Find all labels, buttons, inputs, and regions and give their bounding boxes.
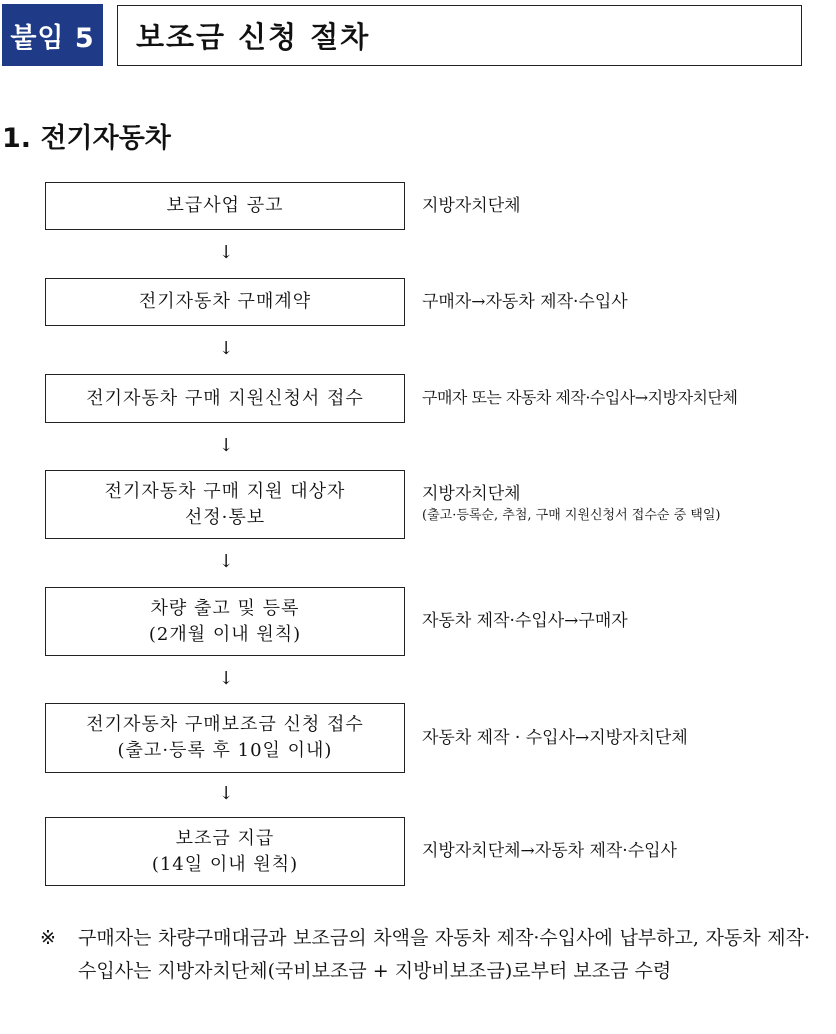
flow-arrow-6: ↓ bbox=[218, 783, 234, 804]
step-box-6 bbox=[45, 703, 405, 773]
step-5-line-1: 차량 출고 및 등록 bbox=[150, 597, 300, 619]
step-4-line-2: 선정·통보 bbox=[184, 506, 266, 528]
step-6-actor-text: 자동차 제작 · 수입사→지방자치단체 bbox=[422, 728, 688, 748]
step-5-actor bbox=[422, 609, 628, 633]
step-6-actor bbox=[422, 726, 688, 750]
step-2-line-1: 전기자동차 구매계약 bbox=[138, 291, 312, 312]
step-7-actor-text: 지방자치단체→자동차 제작·수입사 bbox=[422, 841, 677, 861]
step-4-actor-note: (출고·등록순, 추첨, 구매 지원신청서 접수순 중 택일) bbox=[422, 508, 721, 523]
step-3-line-1: 전기자동차 구매 지원신청서 접수 bbox=[86, 387, 364, 409]
step-2-actor-text: 구매자→자동차 제작·수입사 bbox=[422, 292, 628, 312]
step-6-line-2: (출고·등록 후 10일 이내) bbox=[117, 740, 333, 761]
step-1-actor bbox=[422, 194, 521, 218]
step-5-line-2: (2개월 이내 원칙) bbox=[148, 623, 302, 645]
step-4-line-1: 전기자동차 구매 지원 대상자 bbox=[104, 480, 346, 502]
step-4-actor bbox=[422, 482, 721, 526]
step-6-line-1: 전기자동차 구매보조금 신청 접수 bbox=[86, 714, 364, 735]
page-title: 보조금 신청 절차 bbox=[117, 5, 802, 66]
appendix-badge: 붙임 5 bbox=[2, 4, 103, 66]
step-3-actor bbox=[422, 386, 737, 410]
step-box-7 bbox=[45, 817, 405, 886]
footnote bbox=[40, 922, 810, 988]
flow-arrow-1: ↓ bbox=[218, 242, 234, 263]
step-box-2 bbox=[45, 278, 405, 326]
step-4-actor-text: 지방자치단체 bbox=[422, 484, 521, 504]
flow-arrow-5: ↓ bbox=[218, 668, 234, 689]
step-box-5 bbox=[45, 587, 405, 656]
step-box-3 bbox=[45, 374, 405, 423]
step-3-actor-text: 구매자 또는 자동차 제작·수입사→지방자치단체 bbox=[422, 388, 738, 407]
step-1-actor-text: 지방자치단체 bbox=[422, 196, 521, 216]
footnote-text: 구매자는 차량구매대금과 보조금의 차액을 자동차 제작·수입사에 납부하고, 자동차 제작·수입사는 지방자치단체(국비보조금 + 지방비보조금)로부터 보조금 수령 bbox=[78, 927, 810, 982]
step-5-actor-text: 자동차 제작·수입사→구매자 bbox=[422, 611, 628, 631]
step-7-line-1: 보조금 지급 bbox=[175, 827, 275, 849]
flow-arrow-2: ↓ bbox=[218, 338, 234, 359]
reference-mark-icon: ※ bbox=[40, 927, 56, 949]
step-7-actor bbox=[422, 839, 677, 863]
section-title: 1. 전기자동차 bbox=[2, 123, 171, 154]
step-2-actor bbox=[422, 290, 628, 314]
step-box-4 bbox=[45, 470, 405, 539]
step-1-line-1: 보급사업 공고 bbox=[166, 195, 284, 216]
step-7-line-2: (14일 이내 원칙) bbox=[151, 853, 299, 875]
step-box-1 bbox=[45, 182, 405, 230]
flow-arrow-3: ↓ bbox=[218, 435, 234, 456]
flow-arrow-4: ↓ bbox=[218, 551, 234, 572]
